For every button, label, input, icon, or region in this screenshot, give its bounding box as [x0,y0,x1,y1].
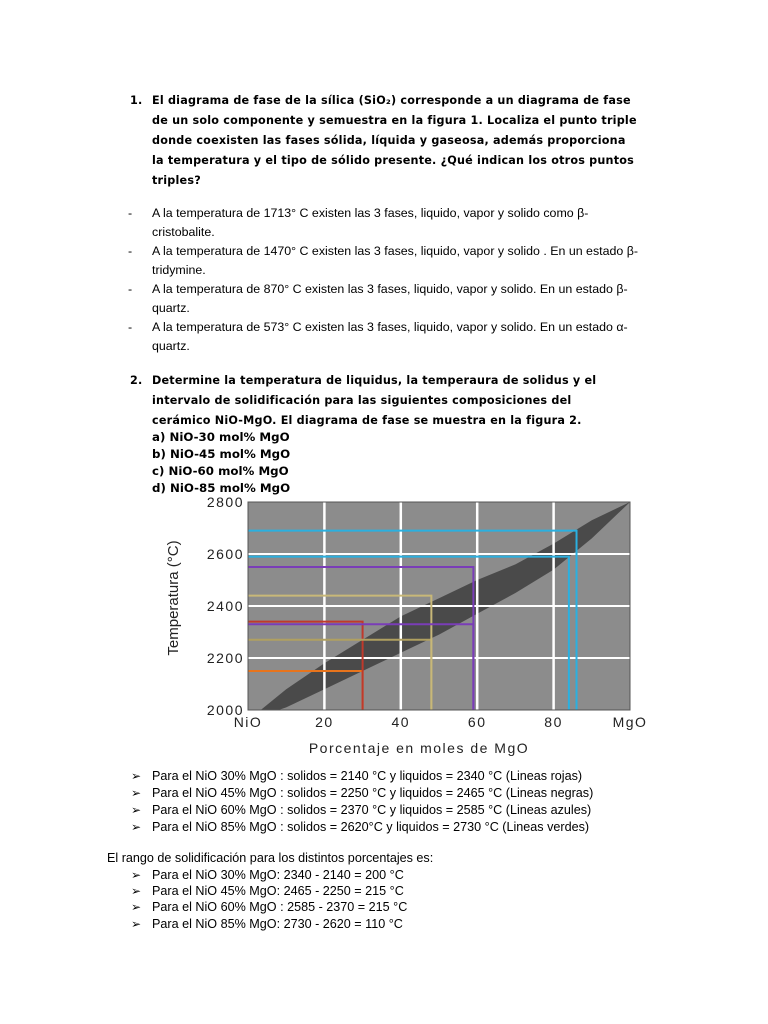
option-d: d) NiO-85 mol% MgO [152,481,291,495]
answer-dash: - [128,282,133,296]
answer-line: A la temperatura de 1470° C existen las 3 fases, liquido, vapor y solido . En un estado β- [152,244,638,258]
answer-line: tridymine. [152,263,206,277]
y-tick-label: 2400 [206,598,244,614]
arrow-bullet-icon: ➢ [131,769,142,783]
x-tick-label: 40 [391,714,411,730]
question-2-line: Determine la temperatura de liquidus, la temperaura de solidus y el [152,374,597,387]
question-1-number: 1. [130,94,143,107]
phase-diagram-chart [160,494,650,760]
question-2-number: 2. [130,374,143,387]
result-item: Para el NiO 30% MgO : solidos = 2140 °C y liquidos = 2340 °C (Lineas rojas) [152,769,583,783]
answer-line: A la temperatura de 573° C existen las 3 fases, liquido, vapor y solido. En un estado α- [152,320,628,334]
option-c: c) NiO-60 mol% MgO [152,464,289,478]
range-item: Para el NiO 60% MgO : 2585 - 2370 = 215 °C [152,900,408,914]
answer-dash: - [128,206,133,220]
arrow-bullet-icon: ➢ [131,786,142,800]
answer-line: quartz. [152,339,190,353]
arrow-bullet-icon: ➢ [131,803,142,817]
range-item: Para el NiO 45% MgO: 2465 - 2250 = 215 °C [152,884,404,898]
question-2-line: cerámico NiO-MgO. El diagrama de fase se muestra en la figura 2. [152,414,582,427]
question-2-line: intervalo de solidificación para las siguientes composiciones del [152,394,572,407]
range-item: Para el NiO 30% MgO: 2340 - 2140 = 200 °C [152,868,404,882]
range-item: Para el NiO 85% MgO: 2730 - 2620 = 110 °C [152,917,403,931]
answer-line: quartz. [152,301,190,315]
y-tick-label: 2200 [206,650,244,666]
question-1-line: la temperatura y el tipo de sólido presente. ¿Qué indican los otros puntos [152,154,635,167]
arrow-bullet-icon: ➢ [131,868,142,882]
question-1-line: de un solo componente y semuestra en la figura 1. Localiza el punto triple [152,114,637,127]
answer-line: A la temperatura de 870° C existen las 3 fases, liquido, vapor y solido. En un estado β- [152,282,628,296]
y-axis-label: Temperatura (°C) [165,540,182,656]
x-tick-label: NiO [233,714,263,730]
result-item: Para el NiO 45% MgO : solidos = 2250 °C y liquidos = 2465 °C (Lineas negras) [152,786,594,800]
x-tick-label: 60 [467,714,487,730]
arrow-bullet-icon: ➢ [131,884,142,898]
x-axis-label: Porcentaje en moles de MgO [308,740,530,756]
y-tick-label: 2000 [206,702,244,718]
answer-dash: - [128,244,133,258]
range-intro: El rango de solidificación para los distintos porcentajes es: [107,851,434,865]
option-b: b) NiO-45 mol% MgO [152,447,291,461]
result-item: Para el NiO 85% MgO : solidos = 2620°C y liquidos = 2730 °C (Lineas verdes) [152,820,590,834]
answer-line: A la temperatura de 1713° C existen las 3 fases, liquido, vapor y solido como β- [152,206,589,220]
arrow-bullet-icon: ➢ [131,917,142,931]
arrow-bullet-icon: ➢ [131,900,142,914]
x-tick-label: MgO [612,714,648,730]
arrow-bullet-icon: ➢ [131,820,142,834]
x-tick-label: 80 [544,714,563,730]
answer-line: cristobalite. [152,225,215,239]
option-a: a) NiO-30 mol% MgO [152,430,290,444]
x-tick-label: 20 [315,714,334,730]
answer-dash: - [128,320,133,334]
question-1-line: El diagrama de fase de la sílica (SiO₂) corresponde a un diagrama de fase [152,94,631,107]
result-item: Para el NiO 60% MgO : solidos = 2370 °C y liquidos = 2585 °C (Lineas azules) [152,803,592,817]
y-tick-label: 2600 [206,546,244,562]
y-tick-label: 2800 [206,494,244,510]
question-1-line: triples? [152,174,201,187]
question-1-line: donde coexisten las fases sólida, líquida y gaseosa, además proporciona [152,134,626,147]
